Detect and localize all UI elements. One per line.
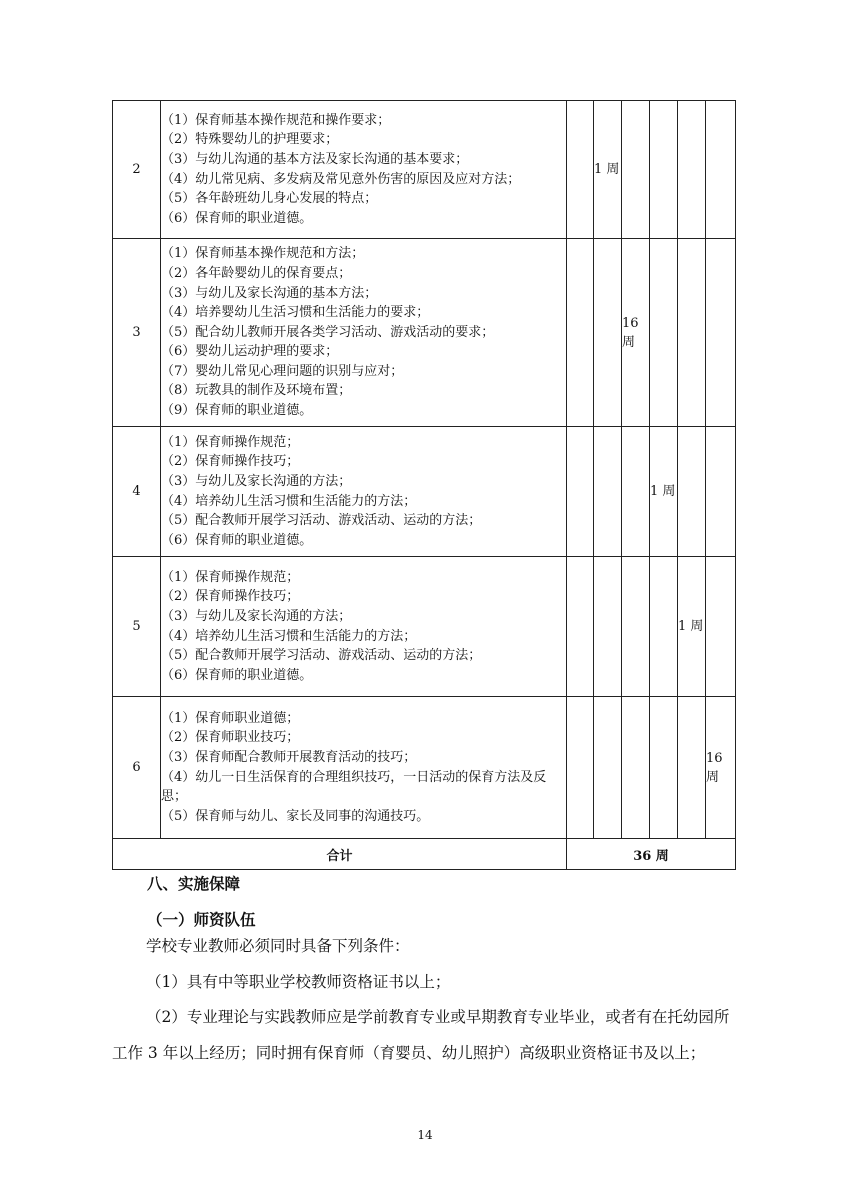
week-cell <box>622 697 650 839</box>
week-cell <box>567 239 594 427</box>
table-row <box>113 557 736 697</box>
content-item: （3）与幼儿及家长沟通的方法； <box>161 473 352 489</box>
content-item: （5）配合教师开展学习活动、游戏活动、运动的方法； <box>161 648 482 664</box>
training-content <box>161 697 567 839</box>
training-content <box>161 427 567 557</box>
content-item: （2）各年龄婴幼儿的保育要点； <box>161 265 352 281</box>
row-number: 6 <box>113 697 161 839</box>
total-label: 合计 <box>113 839 567 870</box>
content-item: （4）培养幼儿生活习惯和生活能力的方法； <box>161 628 417 644</box>
content-item: （5）配合教师开展学习活动、游戏活动、运动的方法； <box>161 513 482 529</box>
row-number: 3 <box>113 239 161 427</box>
week-cell: 1 周 <box>650 427 678 557</box>
content-item: （6）保育师的职业道德。 <box>161 532 313 548</box>
table-row <box>113 427 736 557</box>
content-item: （5）各年龄班幼儿身心发展的特点； <box>161 191 378 207</box>
total-value: 36 周 <box>567 839 736 870</box>
week-cell <box>706 101 736 239</box>
week-cell <box>706 557 736 697</box>
page-number: 14 <box>417 1128 433 1142</box>
content-item: （2）特殊婴幼儿的护理要求； <box>161 132 339 148</box>
row-number: 5 <box>113 557 161 697</box>
week-cell <box>622 101 650 239</box>
content-item: （2）保育师职业技巧； <box>161 730 300 746</box>
week-cell <box>706 239 736 427</box>
total-row <box>113 839 736 870</box>
training-content <box>161 557 567 697</box>
training-content <box>161 101 567 239</box>
paragraph-intro: 学校专业教师必须同时具备下列条件： <box>146 937 410 955</box>
week-cell: 16 周 <box>622 239 650 427</box>
week-cell <box>594 427 622 557</box>
table-row <box>113 697 736 839</box>
week-cell <box>594 557 622 697</box>
content-item: （3）与幼儿及家长沟通的方法； <box>161 608 352 624</box>
content-item: （4）培养幼儿生活习惯和生活能力的方法； <box>161 493 417 509</box>
content-item: （8）玩教具的制作及环境布置； <box>161 383 352 399</box>
table-body <box>113 101 736 870</box>
week-cell <box>650 697 678 839</box>
week-cell <box>622 427 650 557</box>
week-cell <box>622 557 650 697</box>
content-item: （1）保育师操作规范； <box>161 434 300 450</box>
week-cell: 16 周 <box>706 697 736 839</box>
row-number: 4 <box>113 427 161 557</box>
week-cell <box>650 557 678 697</box>
content-item: （5）保育师与幼儿、家长及同事的沟通技巧。 <box>161 808 430 824</box>
week-cell <box>567 427 594 557</box>
content-item: （3）与幼儿及家长沟通的基本方法； <box>161 285 378 301</box>
content-item: （6）保育师的职业道德。 <box>161 210 313 226</box>
content-item: （3）保育师配合教师开展教育活动的技巧； <box>161 749 417 765</box>
table-row <box>113 101 736 239</box>
content-item: （5）配合幼儿教师开展各类学习活动、游戏活动的要求； <box>161 324 495 340</box>
content-item: （1）保育师职业道德； <box>161 710 300 726</box>
row-number: 2 <box>113 101 161 239</box>
week-cell <box>678 427 706 557</box>
practice-schedule-table <box>112 100 736 870</box>
content-item: （4）幼儿常见病、多发病及常见意外伤害的原因及应对方法； <box>161 171 521 187</box>
week-cell <box>650 101 678 239</box>
week-cell: 1 周 <box>594 101 622 239</box>
week-cell <box>678 101 706 239</box>
content-item: （6）婴幼儿运动护理的要求； <box>161 344 339 360</box>
content-item: （1）保育师操作规范； <box>161 569 300 585</box>
week-cell <box>567 697 594 839</box>
week-cell <box>678 239 706 427</box>
week-cell <box>594 697 622 839</box>
content-item: （3）与幼儿沟通的基本方法及家长沟通的基本要求； <box>161 151 469 167</box>
table-row <box>113 239 736 427</box>
subsection-heading: （一）师资队伍 <box>147 910 256 929</box>
week-cell <box>567 557 594 697</box>
content-item: （1）保育师基本操作规范和操作要求； <box>161 112 391 128</box>
content-item: （4）幼儿一日生活保育的合理组织技巧，一日活动的保育方法及反思； <box>161 769 547 805</box>
content-item: （2）保育师操作技巧； <box>161 454 300 470</box>
content-item: （1）保育师基本操作规范和方法； <box>161 246 365 262</box>
content-item: （9）保育师的职业道德。 <box>161 403 313 419</box>
week-cell <box>594 239 622 427</box>
training-content <box>161 239 567 427</box>
content-item: （6）保育师的职业道德。 <box>161 667 313 683</box>
content-item: （7）婴幼儿常见心理问题的识别与应对； <box>161 363 404 379</box>
paragraph-condition-2: （2）专业理论与实践教师应是学前教育专业或早期教育专业毕业，或者有在托幼园所工作 3 年以上经历；同时拥有保育师（育婴员、幼儿照护）高级职业资格证书及以上； <box>112 1008 730 1062</box>
week-cell: 1 周 <box>678 557 706 697</box>
week-cell <box>678 697 706 839</box>
week-cell <box>650 239 678 427</box>
paragraph-condition-1: （1）具有中等职业学校教师资格证书以上； <box>146 973 451 991</box>
content-item: （4）培养婴幼儿生活习惯和生活能力的要求； <box>161 305 430 321</box>
section-heading: 八、实施保障 <box>147 874 241 893</box>
week-cell <box>567 101 594 239</box>
week-cell <box>706 427 736 557</box>
content-item: （2）保育师操作技巧； <box>161 589 300 605</box>
